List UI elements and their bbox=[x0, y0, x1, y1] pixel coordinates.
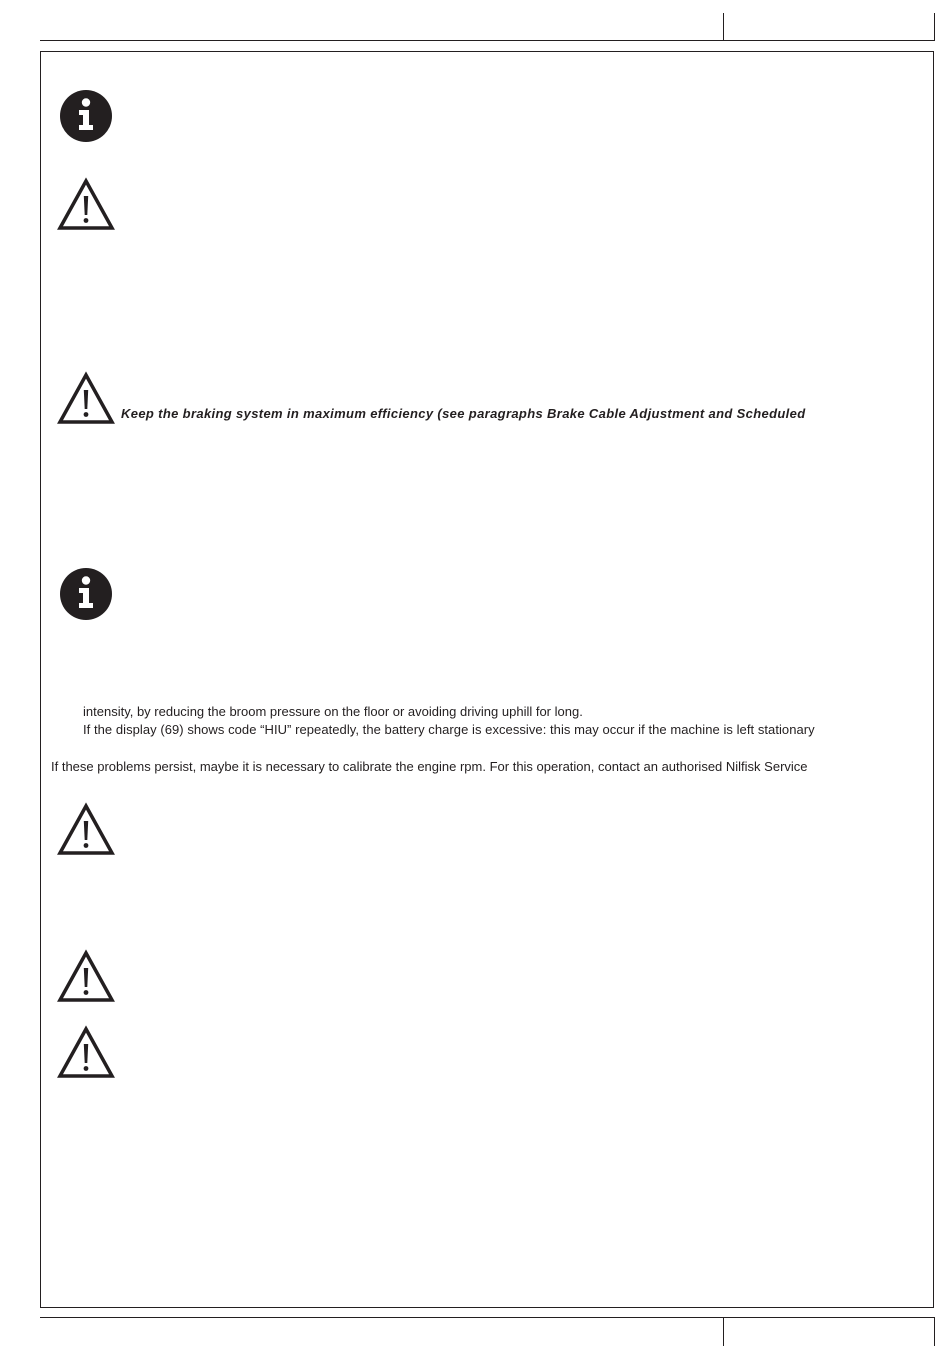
header-rule bbox=[40, 40, 935, 41]
intensity-text: intensity, by reducing the broom pressure on the floor or avoiding driving uphill for long. bbox=[83, 704, 583, 719]
warning-icon bbox=[57, 371, 115, 425]
info-icon bbox=[57, 89, 115, 143]
footer-rule bbox=[40, 1317, 935, 1318]
header-divider bbox=[723, 13, 724, 41]
warning-icon bbox=[57, 177, 115, 231]
persist-problems-text: If these problems persist, maybe it is necessary to calibrate the engine rpm. For this operation, contact an authorised Nilfisk Service bbox=[51, 759, 808, 774]
content-frame bbox=[40, 51, 934, 1308]
info-icon bbox=[57, 567, 115, 621]
footer-divider bbox=[723, 1317, 724, 1346]
header-divider-right bbox=[934, 13, 935, 41]
braking-warning-text: Keep the braking system in maximum efficiency (see paragraphs Brake Cable Adjustment and Scheduled bbox=[121, 406, 806, 421]
warning-icon bbox=[57, 1025, 115, 1079]
warning-icon bbox=[57, 949, 115, 1003]
footer-divider-right bbox=[934, 1317, 935, 1346]
hiu-code-text: If the display (69) shows code “HIU” repeatedly, the battery charge is excessive: this may occur if the machine is left stationary bbox=[83, 722, 815, 737]
warning-icon bbox=[57, 802, 115, 856]
